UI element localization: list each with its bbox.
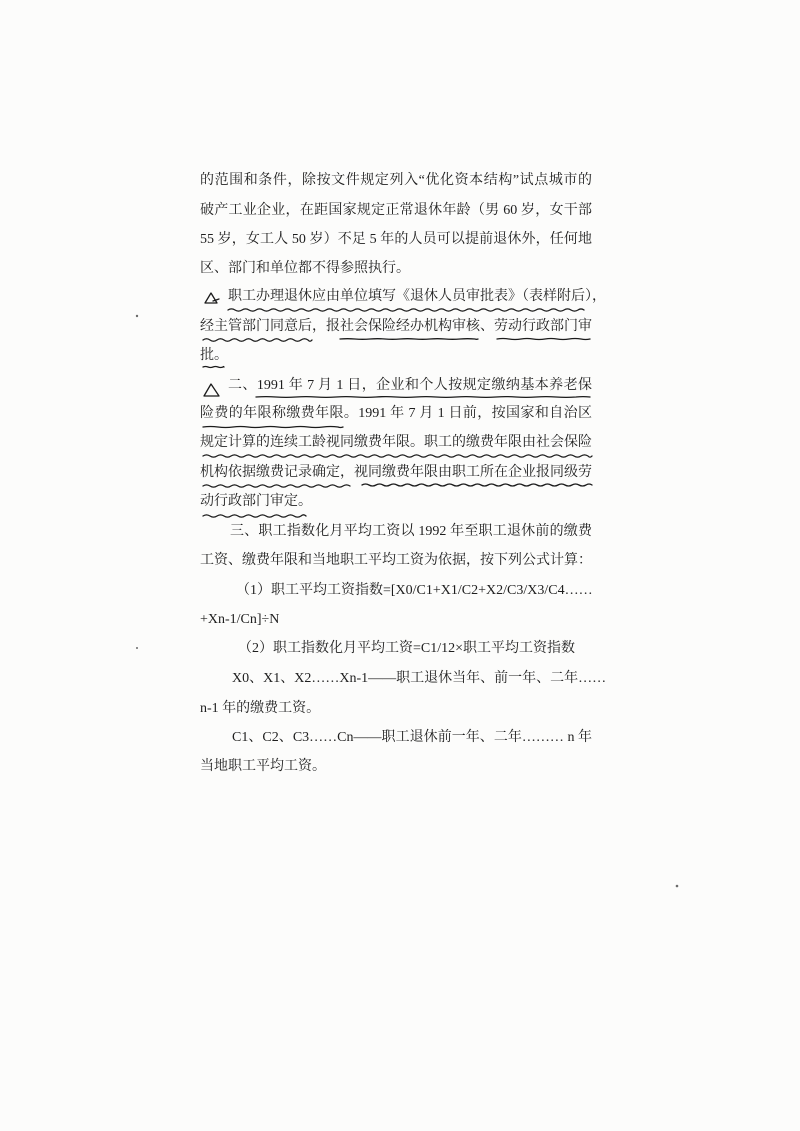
text-line: n-1 年的缴费工资。 — [200, 701, 321, 716]
text-line: 破产工业企业，在距国家规定正常退休年龄（男 60 岁，女干部 — [200, 203, 592, 218]
text-line: 工资、缴费年限和当地职工平均工资为依据，按下列公式计算： — [200, 553, 592, 568]
handwritten-underline — [362, 484, 592, 486]
formula-line: （1）职工平均工资指数=[X0/C1+X1/C2+X2/C3/X3/C4…… — [236, 583, 593, 598]
text-line: X0、X1、X2……Xn-1——职工退休当年、前一年、二年…… — [232, 671, 607, 686]
text-line: 职工办理退休应由单位填写《退休人员审批表》（表样附后）， — [228, 289, 606, 304]
text-line: 的范围和条件，除按文件规定列入“优化资本结构”试点城市的 — [200, 173, 592, 188]
handwritten-underline — [228, 309, 584, 311]
handwritten-underline — [203, 367, 224, 368]
handwritten-underline — [340, 339, 478, 340]
handwritten-triangle-mark — [204, 384, 219, 396]
scan-speck — [136, 315, 138, 317]
text-line: 经主管部门同意后，报社会保险经办机构审核、劳动行政部门审 — [200, 319, 592, 334]
handwritten-underline — [203, 455, 592, 457]
formula-line: （2）职工指数化月平均工资=C1/12×职工平均工资指数 — [238, 641, 576, 656]
text-line: 险费的年限称缴费年限。1991 年 7 月 1 日前，按国家和自治区 — [200, 406, 592, 421]
text-line: 55 岁，女工人 50 岁）不足 5 年的人员可以提前退休外，任何地 — [200, 232, 592, 247]
handwritten-underline — [203, 515, 306, 517]
handwritten-underline — [203, 339, 312, 342]
text-line: 当地职工平均工资。 — [200, 759, 326, 774]
scan-speck — [676, 885, 679, 888]
text-line: 动行政部门审定。 — [200, 494, 312, 509]
text-line: 三、职工指数化月平均工资以 1992 年至职工退休前的缴费 — [230, 524, 592, 539]
handwritten-underline — [497, 339, 590, 340]
text-line: 规定计算的连续工龄视同缴费年限。职工的缴费年限由社会保险 — [200, 435, 592, 450]
text-line: 批。 — [200, 348, 228, 363]
handwritten-underline — [203, 485, 350, 487]
text-line: C1、C2、C3……Cn——职工退休前一年、二年……… n 年 — [232, 730, 592, 745]
scan-speck — [136, 647, 138, 649]
handwritten-underline — [256, 397, 590, 398]
text-line: 机构依据缴费记录确定，视同缴费年限由职工所在企业报同级劳 — [200, 465, 592, 480]
text-line: 二、1991 年 7 月 1 日，企业和个人按规定缴纳基本养老保 — [228, 378, 592, 393]
handwritten-triangle-mark — [205, 293, 219, 303]
formula-line: +Xn-1/Cn]÷N — [200, 612, 280, 627]
handwritten-underline — [203, 427, 343, 428]
text-line: 区、部门和单位都不得参照执行。 — [200, 261, 410, 276]
